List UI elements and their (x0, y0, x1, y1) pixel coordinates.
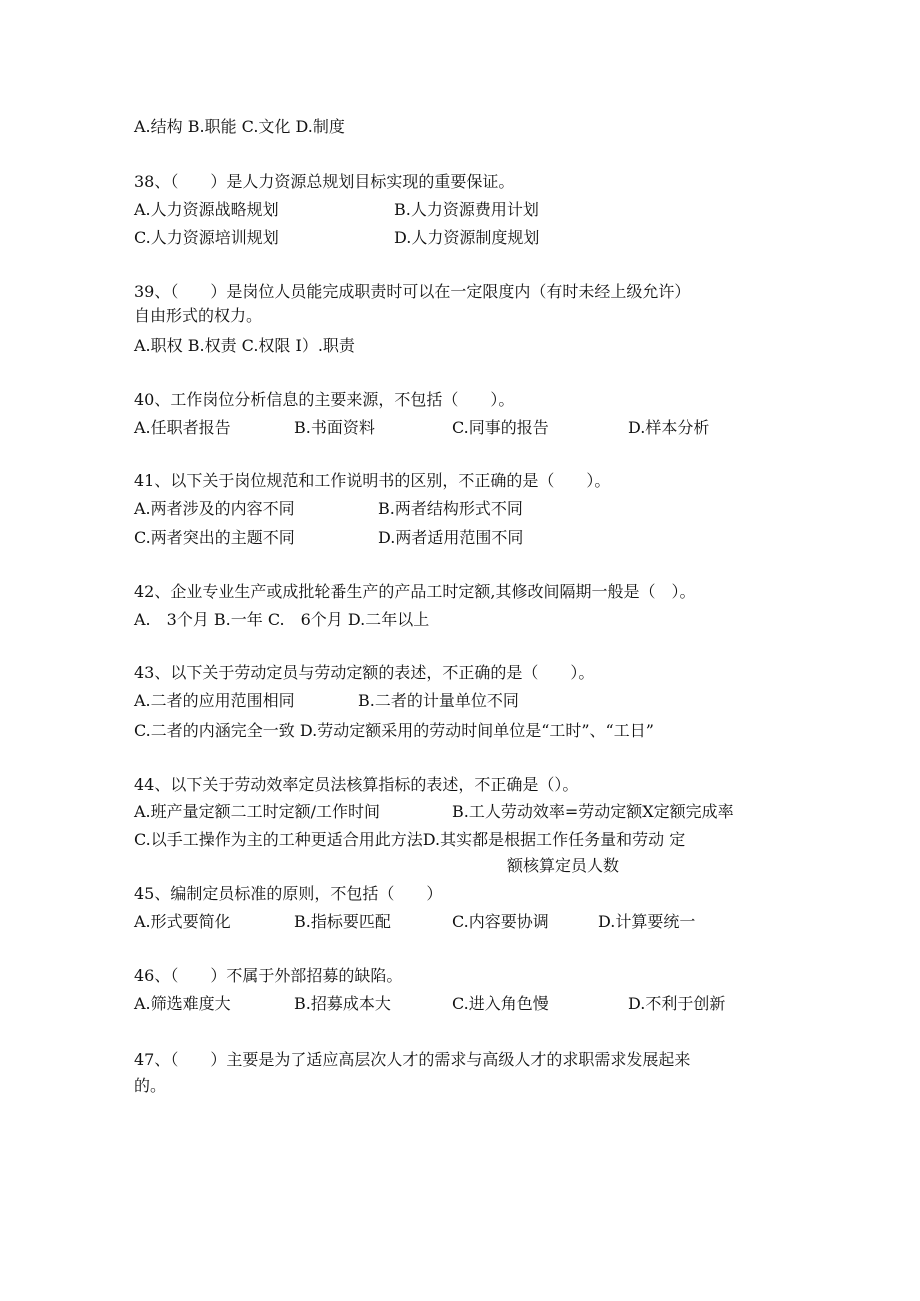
q39-options: A.职权 B.权责 C.权限 I）.职责 (134, 336, 355, 355)
q44-options-cd: C.以手工操作为主的工种更适合用此方法D.其实都是根据工作任务量和劳动 定 (134, 830, 686, 849)
q46-option-d: D.不利于创新 (628, 994, 726, 1013)
q40-option-d: D.样本分析 (628, 418, 710, 437)
q39-question: 39、（ ）是岗位人员能完成职责时可以在一定限度内（有时未经上级允许） (134, 282, 691, 301)
q45-option-c: C.内容要协调 (452, 912, 549, 931)
q47-question-cont: 的。 (134, 1076, 167, 1095)
q43-option-a: A.二者的应用范围相同 (134, 691, 295, 710)
q47-question: 47、（ ）主要是为了适应高层次人才的需求与高级人才的求职需求发展起来 (134, 1050, 691, 1069)
q37-options: A.结构 B.职能 C.文化 D.制度 (134, 117, 345, 136)
q44-option-a: A.班产量定额二工时定额/工作时间 (134, 802, 381, 821)
q44-question: 44、以下关于劳动效率定员法核算指标的表述，不正确是（）。 (134, 775, 579, 794)
q44-option-b: B.工人劳动效率=劳动定额X定额完成率 (452, 802, 734, 821)
q40-option-b: B.书面资料 (294, 418, 375, 437)
q46-option-b: B.招募成本大 (294, 994, 391, 1013)
q45-option-b: B.指标要匹配 (294, 912, 391, 931)
q45-question: 45、编制定员标准的原则，不包括（ ） (134, 884, 443, 903)
q39-question-cont: 自由形式的权力。 (134, 306, 263, 325)
q43-options-cd: C.二者的内涵完全一致 D.劳动定额采用的劳动时间单位是“工时”、“工日” (134, 721, 654, 740)
q41-option-a: A.两者涉及的内容不同 (134, 499, 295, 518)
q42-options: A. 3个月 B.一年 C. 6个月 D.二年以上 (134, 610, 430, 629)
q41-option-b: B.两者结构形式不同 (378, 499, 523, 518)
q38-option-b: B.人力资源费用计划 (394, 200, 539, 219)
q46-option-a: A.筛选难度大 (134, 994, 231, 1013)
q46-question: 46、（ ）不属于外部招募的缺陷。 (134, 966, 403, 985)
q43-question: 43、以下关于劳动定员与劳动定额的表述，不正确的是（ ）。 (134, 663, 595, 682)
q43-option-b: B.二者的计量单位不同 (358, 691, 519, 710)
q46-option-c: C.进入角色慢 (452, 994, 549, 1013)
q45-option-a: A.形式要简化 (134, 912, 231, 931)
q40-option-c: C.同事的报告 (452, 418, 549, 437)
q38-question: 38、（ ）是人力资源总规划目标实现的重要保证。 (134, 172, 515, 191)
q41-option-d: D.两者适用范围不同 (378, 528, 524, 547)
q41-option-c: C.两者突出的主题不同 (134, 528, 295, 547)
q38-option-a: A.人力资源战略规划 (134, 200, 279, 219)
q42-question: 42、企业专业生产或成批轮番生产的产品工时定额,其修改间隔期一般是（ ）。 (134, 582, 696, 601)
q40-option-a: A.任职者报告 (134, 418, 231, 437)
q40-question: 40、工作岗位分析信息的主要来源，不包括（ ）。 (134, 390, 515, 409)
q38-option-c: C.人力资源培训规划 (134, 228, 279, 247)
q45-option-d: D.计算要统一 (598, 912, 696, 931)
q44-option-d-cont: 额核算定员人数 (507, 856, 620, 875)
q38-option-d: D.人力资源制度规划 (394, 228, 540, 247)
q41-question: 41、以下关于岗位规范和工作说明书的区别，不正确的是（ ）。 (134, 471, 611, 490)
